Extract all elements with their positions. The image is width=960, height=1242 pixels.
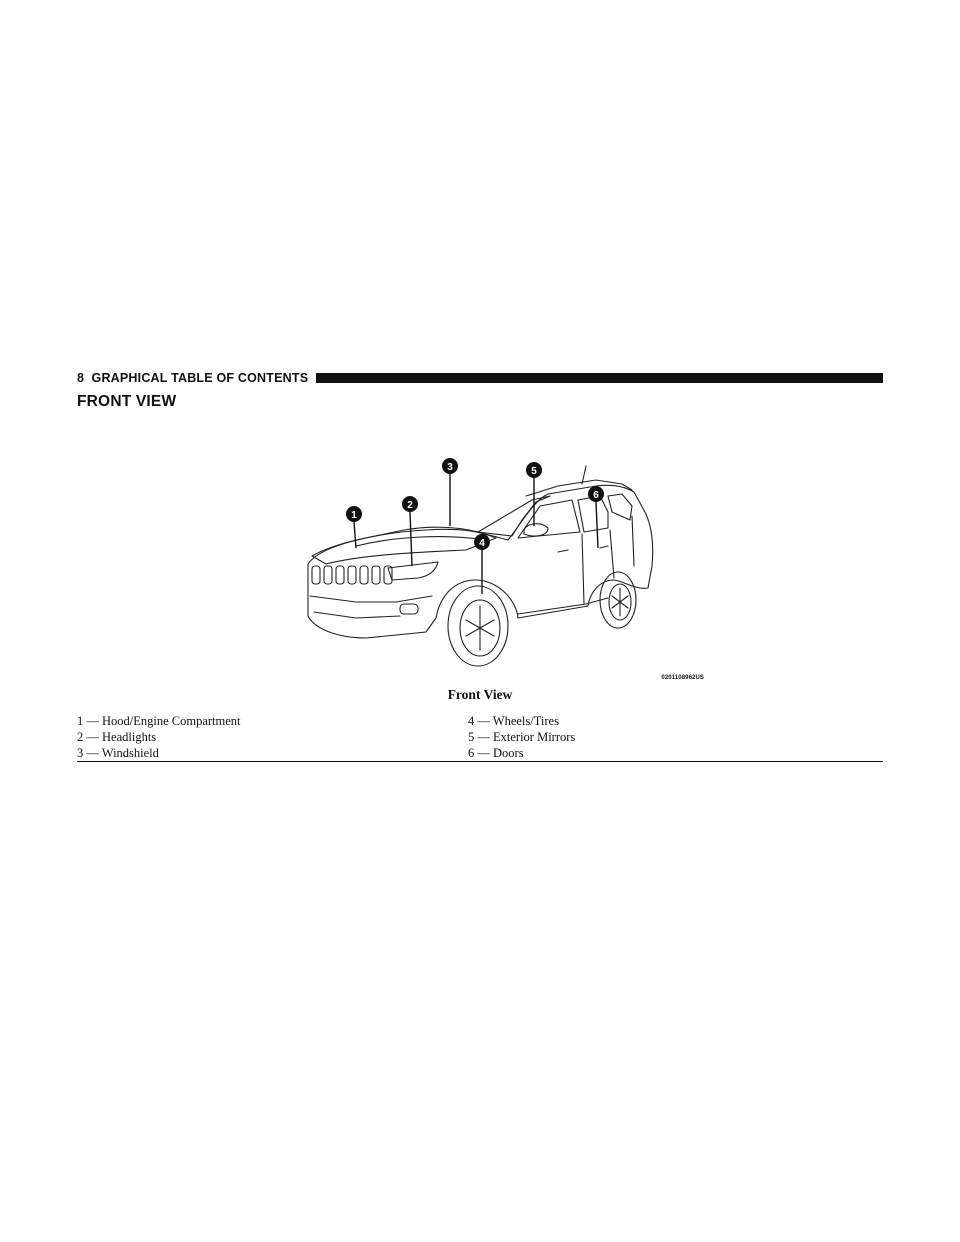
- header-rule: [316, 373, 883, 383]
- callout-4-label: 4: [479, 538, 485, 549]
- door-line-rear: [610, 530, 614, 578]
- windshield: [478, 496, 550, 536]
- roof-rail: [526, 480, 632, 496]
- legend-bottom-rule: [77, 761, 883, 762]
- quarter-window: [608, 494, 632, 520]
- figure-caption: Front View: [447, 687, 513, 702]
- callout-6-label: 6: [593, 490, 599, 501]
- leader-1: [354, 522, 356, 548]
- running-header: [77, 370, 883, 386]
- hood: [312, 529, 496, 564]
- mirror: [524, 524, 548, 536]
- door-handle-rear: [600, 546, 608, 548]
- page-number-and-title: [77, 371, 308, 385]
- callout-5: [526, 462, 542, 478]
- legend-item: 1 — Hood/Engine Compartment: [77, 714, 241, 728]
- callout-3: [442, 458, 458, 474]
- legend-row: [77, 745, 883, 761]
- legend-row: [77, 713, 883, 729]
- section-title: FRONT VIEW: [77, 393, 177, 410]
- side-window-front: [518, 500, 580, 538]
- front-wheel: [448, 586, 508, 666]
- lower-grille: [314, 612, 400, 618]
- door-handle-front: [558, 550, 568, 552]
- figure-code: 0201108962US: [661, 675, 704, 681]
- callout-2-label: 2: [407, 500, 413, 511]
- callout-6: [588, 486, 604, 502]
- callout-3-label: 3: [447, 462, 453, 473]
- headlight: [388, 562, 438, 580]
- legend-item: 5 — Exterior Mirrors: [468, 730, 576, 744]
- hood-crease: [356, 537, 486, 546]
- front-bumper: [310, 596, 432, 602]
- callout-1: [346, 506, 362, 522]
- door-line-front: [582, 534, 584, 604]
- running-head-title: GRAPHICAL TABLE OF CONTENTS: [91, 371, 309, 385]
- figure-legend: [77, 713, 883, 761]
- callout-5-label: 5: [531, 466, 537, 477]
- grille: [312, 566, 392, 584]
- rocker-panel: [518, 598, 608, 614]
- page-number: 8: [77, 371, 85, 385]
- vehicle-figure: [296, 456, 716, 686]
- legend-item: 6 — Doors: [468, 746, 524, 760]
- callout-1-label: 1: [351, 510, 357, 521]
- fog-light: [400, 604, 418, 614]
- callout-4: [474, 534, 490, 550]
- leader-6: [596, 502, 598, 548]
- rear-pillar: [632, 516, 634, 566]
- vehicle-illustration: [296, 456, 716, 686]
- callout-2: [402, 496, 418, 512]
- leader-2: [410, 512, 412, 566]
- legend-item: 3 — Windshield: [77, 746, 159, 760]
- legend-row: [77, 729, 883, 745]
- legend-item: 4 — Wheels/Tires: [468, 714, 559, 728]
- legend-item: 2 — Headlights: [77, 730, 157, 744]
